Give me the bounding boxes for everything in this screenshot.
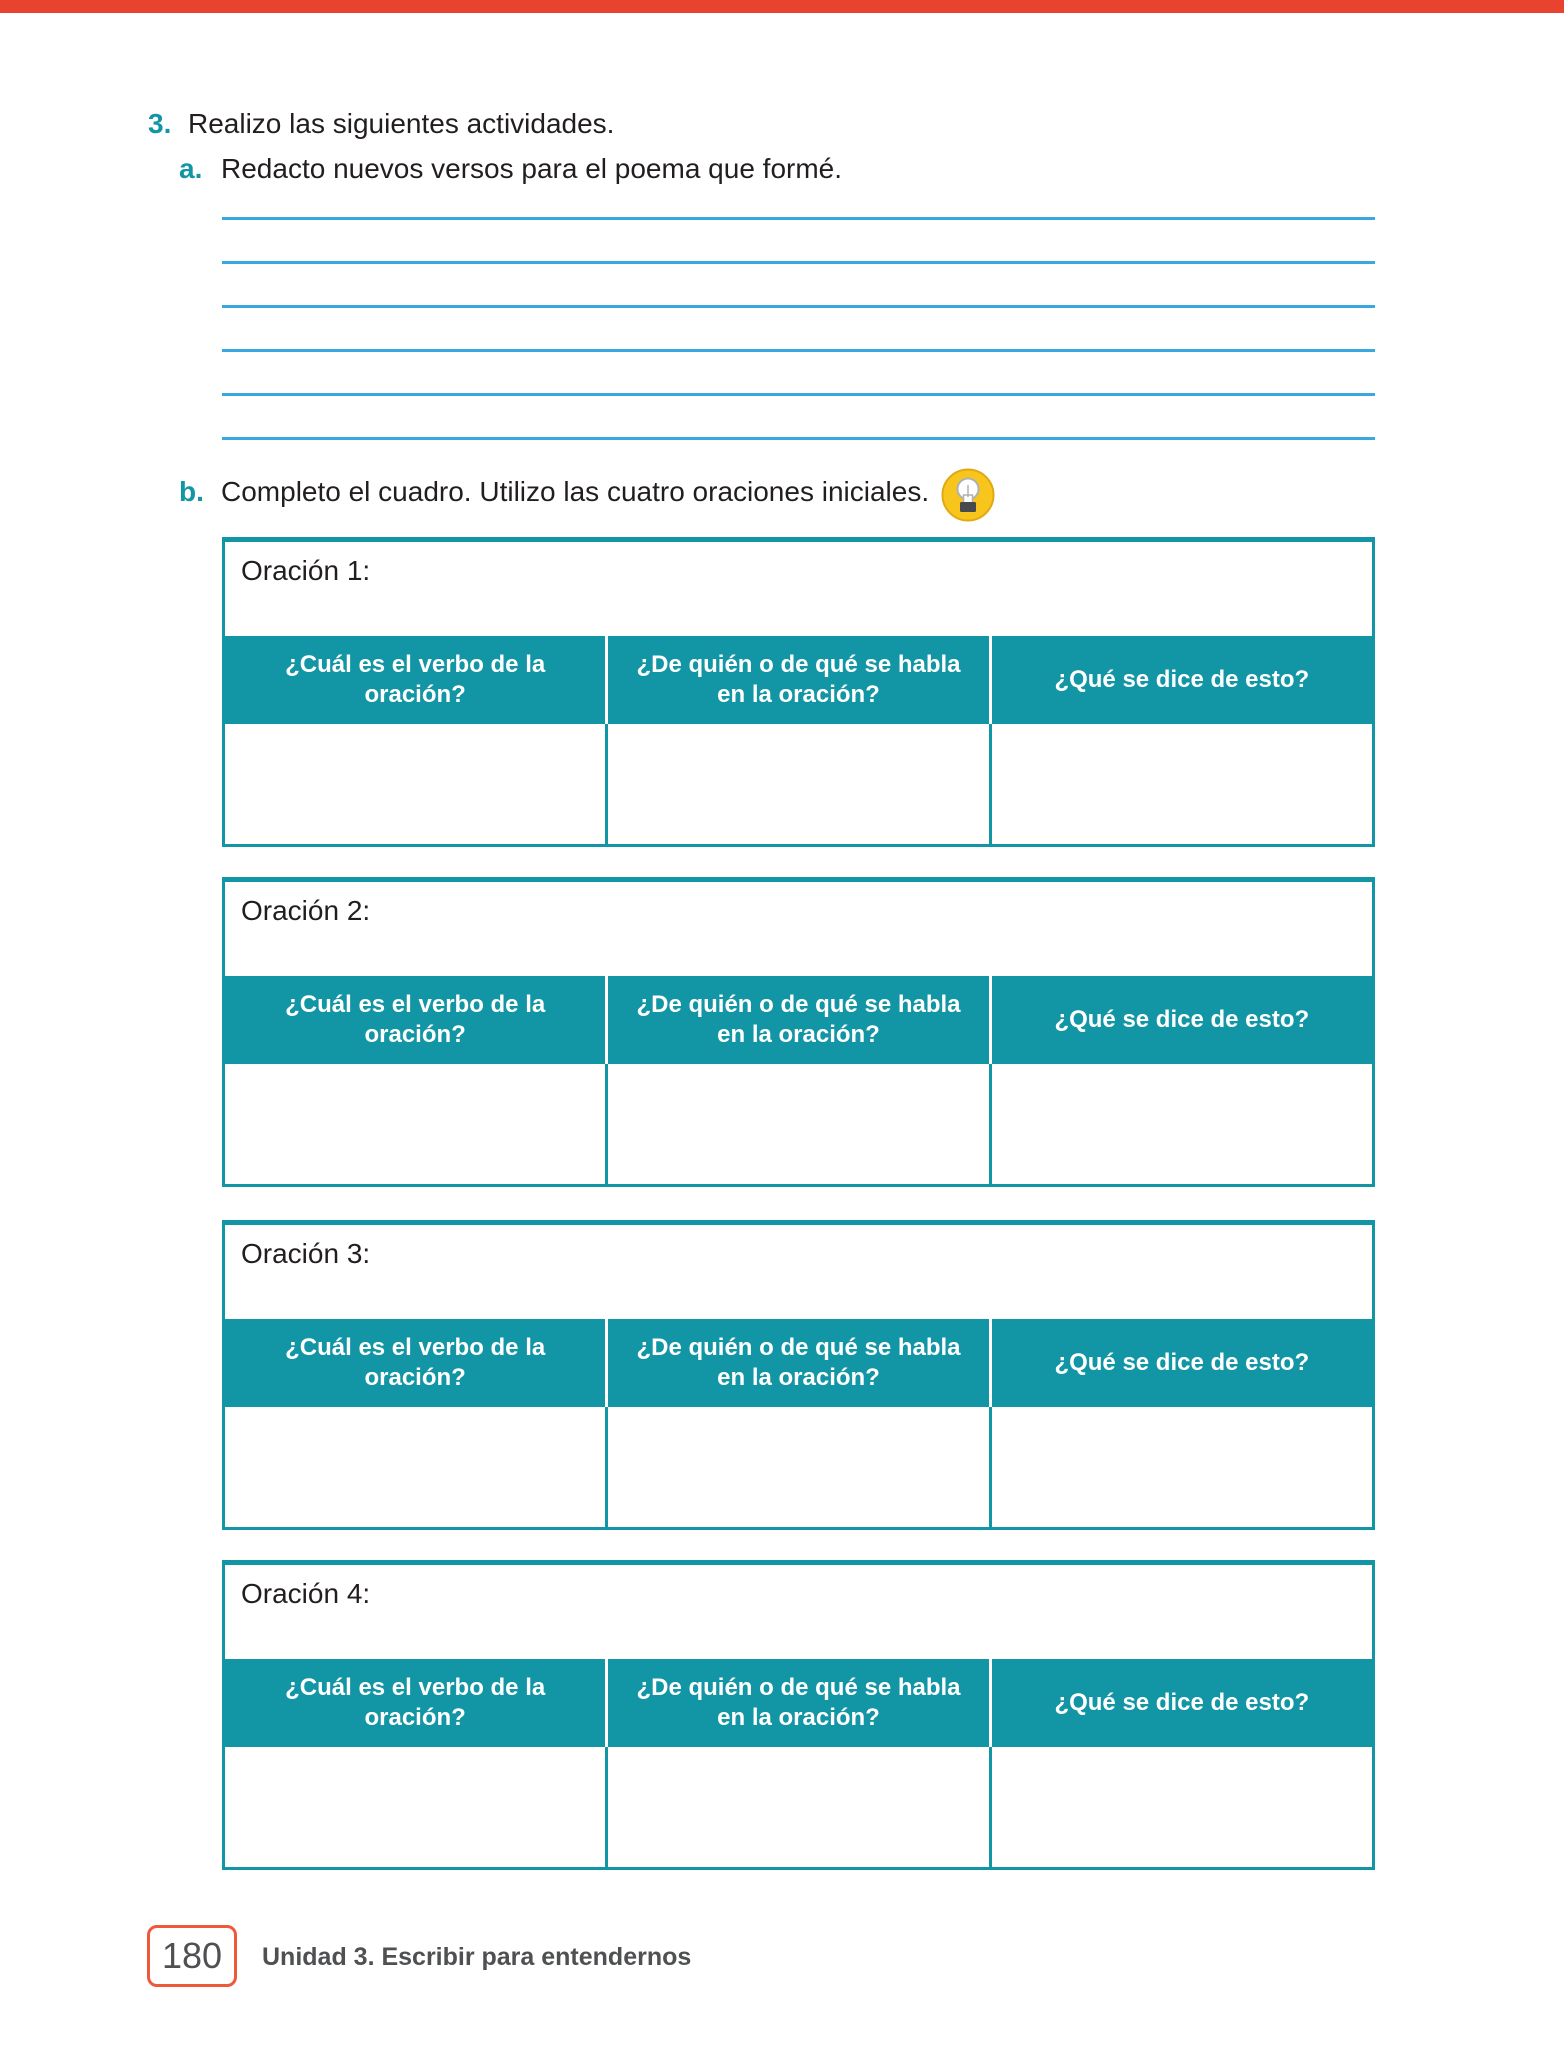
activity-heading	[148, 106, 614, 142]
oracion-table-1	[222, 537, 1375, 847]
sentence-input-area[interactable]	[225, 1225, 1372, 1319]
column-header-verb: ¿Cuál es el verbo de la oración?	[285, 991, 546, 1048]
writing-lines-area	[222, 217, 1375, 440]
answer-cell[interactable]	[225, 1407, 605, 1527]
oracion-table-4	[222, 1560, 1375, 1870]
lightbulb-hint-icon	[941, 468, 995, 522]
writing-line[interactable]	[222, 437, 1375, 440]
activity-number: 3.	[148, 108, 172, 139]
writing-line[interactable]	[222, 217, 1375, 220]
answer-cell[interactable]	[605, 1407, 988, 1527]
answer-cell[interactable]	[225, 1747, 605, 1867]
table-title: Oración 2:	[241, 895, 371, 926]
writing-line[interactable]	[222, 393, 1375, 396]
page-top-accent-bar	[0, 0, 1564, 13]
table-title: Oración 4:	[241, 1578, 371, 1609]
item-b-text: Completo el cuadro. Utilizo las cuatro oraciones iniciales.	[221, 476, 930, 507]
column-header-subject: ¿De quién o de qué se habla en la oración?	[605, 976, 988, 1064]
answer-cell[interactable]	[225, 724, 605, 844]
column-header-predicate: ¿Qué se dice de esto?	[989, 636, 1372, 724]
page-number-badge	[147, 1925, 237, 1987]
oracion-table-3	[222, 1220, 1375, 1530]
answer-cell[interactable]	[989, 724, 1372, 844]
item-b-letter: b.	[179, 476, 204, 507]
oracion-table-2	[222, 877, 1375, 1187]
table-title: Oración 1:	[241, 555, 371, 586]
column-header-subject: ¿De quién o de qué se habla en la oración?	[605, 636, 988, 724]
answer-cell[interactable]	[989, 1407, 1372, 1527]
answer-cell[interactable]	[605, 1747, 988, 1867]
page-number: 180	[161, 1935, 223, 1976]
answer-cell[interactable]	[605, 1064, 988, 1184]
item-a-instruction	[179, 151, 842, 187]
table-title: Oración 3:	[241, 1238, 371, 1269]
answer-cell[interactable]	[225, 1064, 605, 1184]
column-header-predicate: ¿Qué se dice de esto?	[989, 1659, 1372, 1747]
column-header-subject: ¿De quién o de qué se habla en la oración?	[605, 1319, 988, 1407]
column-header-verb: ¿Cuál es el verbo de la oración?	[285, 651, 546, 708]
table-body-row	[225, 1407, 1372, 1527]
table-header-row	[225, 1659, 1372, 1747]
column-header-verb: ¿Cuál es el verbo de la oración?	[285, 1674, 546, 1731]
writing-line[interactable]	[222, 305, 1375, 308]
footer-section-label: Unidad 3. Escribir para entendernos	[262, 1943, 692, 1971]
answer-cell[interactable]	[989, 1064, 1372, 1184]
answer-cell[interactable]	[605, 724, 988, 844]
item-a-letter: a.	[179, 153, 203, 184]
item-a-text: Redacto nuevos versos para el poema que formé.	[221, 153, 843, 184]
sentence-input-area[interactable]	[225, 1565, 1372, 1659]
answer-cell[interactable]	[989, 1747, 1372, 1867]
column-header-predicate: ¿Qué se dice de esto?	[989, 1319, 1372, 1407]
column-header-subject: ¿De quién o de qué se habla en la oración?	[605, 1659, 988, 1747]
table-body-row	[225, 1747, 1372, 1867]
table-body-row	[225, 1064, 1372, 1184]
table-header-row	[225, 1319, 1372, 1407]
column-header-predicate: ¿Qué se dice de esto?	[989, 976, 1372, 1064]
table-body-row	[225, 724, 1372, 844]
writing-line[interactable]	[222, 349, 1375, 352]
sentence-input-area[interactable]	[225, 882, 1372, 976]
sentence-input-area[interactable]	[225, 542, 1372, 636]
table-header-row	[225, 976, 1372, 1064]
writing-line[interactable]	[222, 261, 1375, 264]
activity-title: Realizo las siguientes actividades.	[188, 108, 615, 139]
item-b-instruction	[179, 474, 995, 522]
table-header-row	[225, 636, 1372, 724]
column-header-verb: ¿Cuál es el verbo de la oración?	[285, 1334, 546, 1391]
